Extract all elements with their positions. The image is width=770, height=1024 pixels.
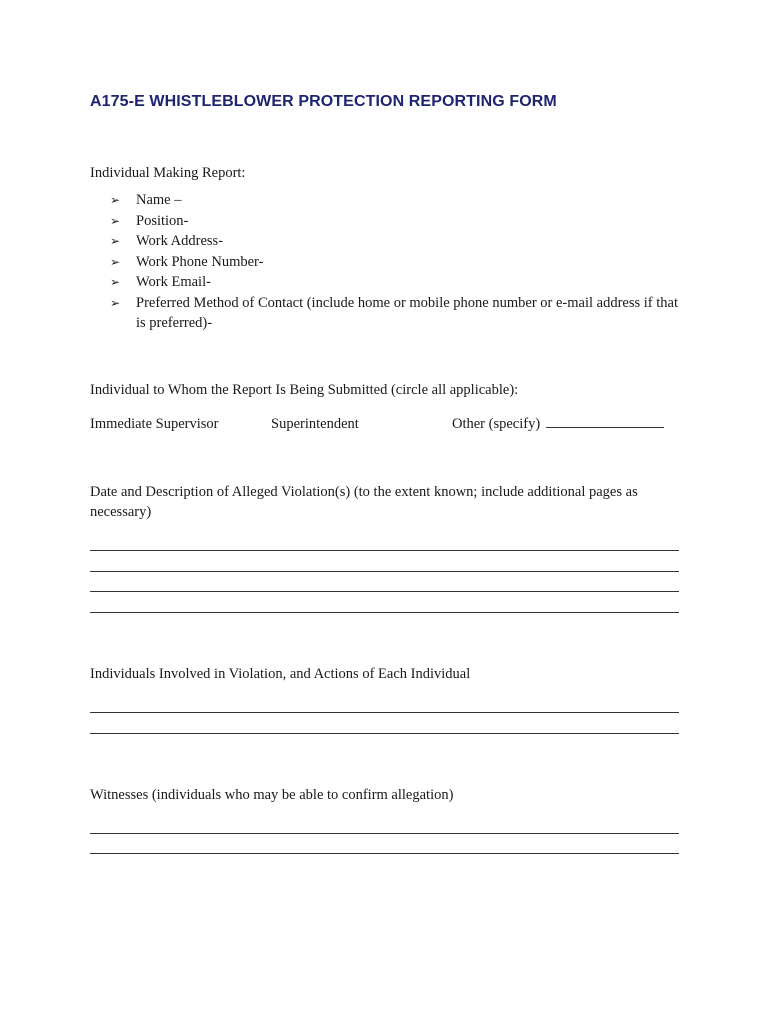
involved-line-2[interactable] [90, 733, 679, 734]
witnesses-line-1[interactable] [90, 833, 679, 834]
form-title: A175-E WHISTLEBLOWER PROTECTION REPORTING FORM [90, 93, 557, 110]
reporter-field-preferred-contact [110, 293, 681, 334]
field-label: Work Email- [136, 274, 211, 290]
arrow-bullet-icon: ➢ [110, 295, 121, 310]
field-label: Preferred Method of Contact (include home or mobile phone number or e-mail address if that is preferred)- [136, 294, 678, 331]
reporter-field-name [110, 190, 681, 211]
reporter-field-work-email [110, 272, 681, 293]
other-specify-blank[interactable] [546, 414, 664, 428]
violation-line-3[interactable] [90, 591, 679, 592]
violation-heading: Date and Description of Alleged Violation(s) (to the extent known; include additional pages as necessary) [90, 484, 638, 520]
violation-line-2[interactable] [90, 571, 679, 572]
arrow-bullet-icon: ➢ [110, 275, 121, 289]
option-superintendent[interactable]: Superintendent [271, 416, 359, 432]
violation-line-1[interactable] [90, 550, 679, 551]
witnesses-heading: Witnesses (individuals who may be able to confirm allegation) [90, 787, 454, 803]
option-immediate-supervisor[interactable]: Immediate Supervisor [90, 416, 219, 432]
reporter-field-list [110, 190, 681, 334]
option-other-label: Other (specify) [452, 416, 541, 432]
field-label: Work Address- [136, 233, 224, 249]
reporter-field-work-phone [110, 252, 681, 273]
reporter-field-work-address [110, 231, 681, 252]
option-other[interactable] [452, 414, 664, 434]
recipient-heading: Individual to Whom the Report Is Being Submitted (circle all applicable): [90, 382, 519, 398]
involved-line-1[interactable] [90, 712, 679, 713]
arrow-bullet-icon: ➢ [110, 193, 121, 207]
arrow-bullet-icon: ➢ [110, 234, 121, 248]
arrow-bullet-icon: ➢ [110, 254, 121, 269]
reporter-heading: Individual Making Report: [90, 165, 246, 181]
violation-line-4[interactable] [90, 612, 679, 613]
witnesses-line-2[interactable] [90, 853, 679, 854]
arrow-bullet-icon: ➢ [110, 213, 121, 228]
field-label: Work Phone Number- [136, 253, 264, 270]
field-label: Position- [136, 212, 189, 229]
reporter-field-position [110, 211, 681, 232]
field-label: Name – [136, 192, 182, 208]
involved-heading: Individuals Involved in Violation, and Actions of Each Individual [90, 666, 471, 682]
